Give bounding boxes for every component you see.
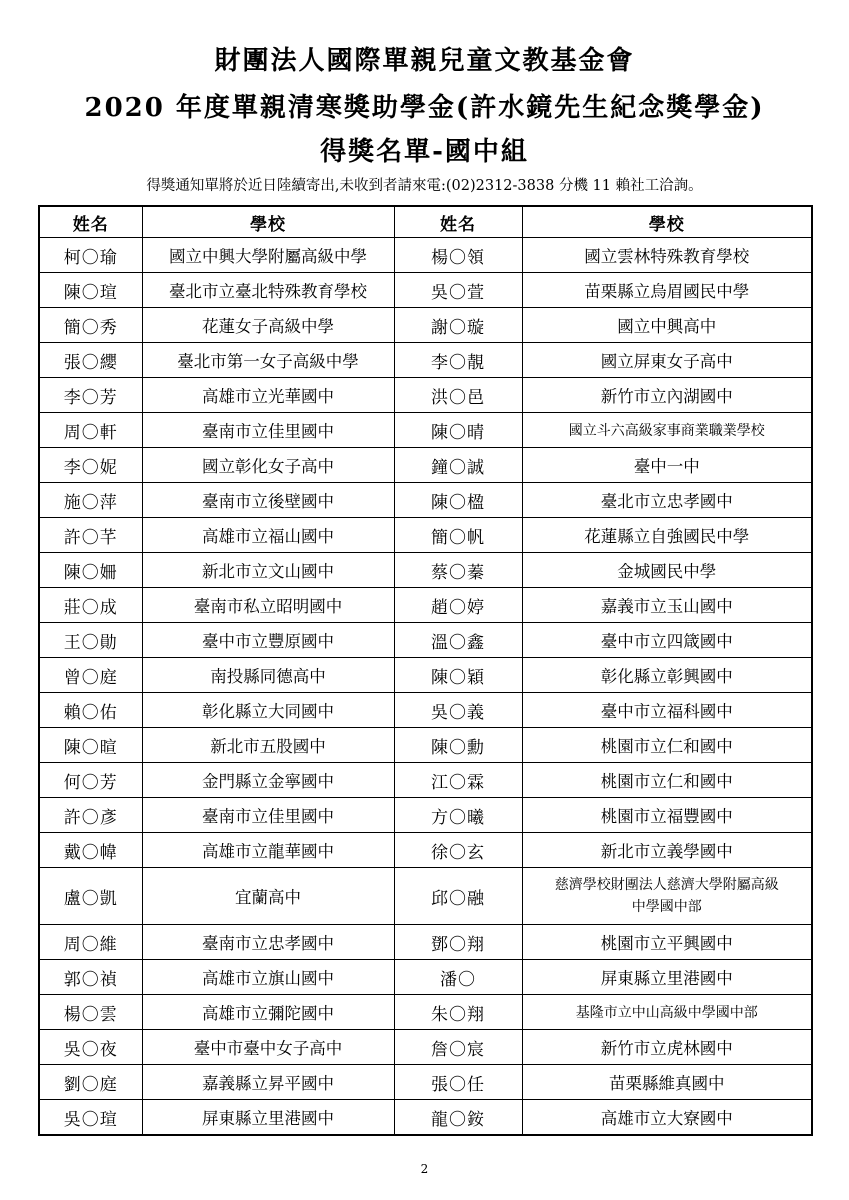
student-name: 李〇靚 (394, 343, 522, 378)
student-name: 詹〇宸 (394, 1030, 522, 1065)
school-name: 宜蘭高中 (142, 868, 394, 925)
school-name: 桃園市立平興國中 (522, 925, 812, 960)
table-row (39, 833, 812, 868)
student-name: 張〇任 (394, 1065, 522, 1100)
school-name: 花蓮女子高級中學 (142, 308, 394, 343)
school-name: 國立斗六高級家事商業職業學校 (522, 413, 812, 448)
student-name: 方〇曦 (394, 798, 522, 833)
student-name: 朱〇翔 (394, 995, 522, 1030)
school-name: 臺中市立四箴國中 (522, 623, 812, 658)
foundation-title: 財團法人國際單親兒童文教基金會 (214, 46, 635, 76)
student-name: 許〇彥 (39, 798, 142, 833)
student-name: 柯〇瑜 (39, 238, 142, 273)
school-name: 臺南市立忠孝國中 (142, 925, 394, 960)
table-row (39, 238, 812, 273)
school-name-wrapped: 慈濟學校財團法人慈濟大學附屬高級中學國中部 (554, 877, 779, 915)
school-name: 新北市五股國中 (142, 728, 394, 763)
student-name: 陳〇晴 (394, 413, 522, 448)
school-name: 高雄市立大寮國中 (522, 1100, 812, 1136)
table-row (39, 273, 812, 308)
student-name: 陳〇姍 (39, 553, 142, 588)
student-name: 徐〇玄 (394, 833, 522, 868)
school-name: 桃園市立福豐國中 (522, 798, 812, 833)
school-name: 臺北市立忠孝國中 (522, 483, 812, 518)
header-school-1: 學校 (142, 206, 394, 238)
student-name: 賴〇佑 (39, 693, 142, 728)
school-name: 國立中興高中 (522, 308, 812, 343)
table-row (39, 995, 812, 1030)
school-name: 苗栗縣立烏眉國民中學 (522, 273, 812, 308)
school-name: 高雄市立彌陀國中 (142, 995, 394, 1030)
student-name: 吳〇萱 (394, 273, 522, 308)
header-school-2: 學校 (522, 206, 812, 238)
student-name: 溫〇鑫 (394, 623, 522, 658)
school-name: 國立彰化女子高中 (142, 448, 394, 483)
table-row (39, 763, 812, 798)
student-name: 莊〇成 (39, 588, 142, 623)
table-row (39, 343, 812, 378)
school-name: 國立雲林特殊教育學校 (522, 238, 812, 273)
student-name: 施〇萍 (39, 483, 142, 518)
school-name: 臺中一中 (522, 448, 812, 483)
student-name: 張〇纓 (39, 343, 142, 378)
student-name: 盧〇凱 (39, 868, 142, 925)
school-name: 臺南市立後壁國中 (142, 483, 394, 518)
school-name: 臺中市臺中女子高中 (142, 1030, 394, 1065)
student-name: 洪〇邑 (394, 378, 522, 413)
scholarship-title: 2020 年度單親清寒獎助學金(許水鏡先生紀念獎學金) (84, 93, 765, 123)
school-name: 基隆市立中山高級中學國中部 (522, 995, 812, 1030)
school-name: 屏東縣立里港國中 (522, 960, 812, 995)
table-row (39, 623, 812, 658)
school-name: 臺南市立佳里國中 (142, 413, 394, 448)
table-row (39, 448, 812, 483)
school-name: 高雄市立光華國中 (142, 378, 394, 413)
school-name: 臺北市第一女子高級中學 (142, 343, 394, 378)
page-number: 2 (420, 1162, 429, 1176)
student-name: 何〇芳 (39, 763, 142, 798)
student-name: 楊〇領 (394, 238, 522, 273)
header-name-1: 姓名 (39, 206, 142, 238)
student-name: 劉〇庭 (39, 1065, 142, 1100)
school-name: 新竹市立虎林國中 (522, 1030, 812, 1065)
table-row (39, 1065, 812, 1100)
list-title: 得獎名單-國中組 (320, 137, 529, 167)
school-name: 嘉義縣立昇平國中 (142, 1065, 394, 1100)
student-name: 簡〇秀 (39, 308, 142, 343)
table-row (39, 378, 812, 413)
school-name: 彰化縣立大同國中 (142, 693, 394, 728)
school-name: 臺北市立臺北特殊教育學校 (142, 273, 394, 308)
student-name: 曾〇庭 (39, 658, 142, 693)
school-name: 苗栗縣維真國中 (522, 1065, 812, 1100)
winners-table (38, 205, 813, 1136)
student-name: 簡〇帆 (394, 518, 522, 553)
student-name: 吳〇夜 (39, 1030, 142, 1065)
student-name: 陳〇暄 (39, 728, 142, 763)
school-name: 高雄市立龍華國中 (142, 833, 394, 868)
table-row (39, 868, 812, 925)
school-name: 屏東縣立里港國中 (142, 1100, 394, 1136)
student-name: 戴〇幃 (39, 833, 142, 868)
table-row (39, 728, 812, 763)
school-name: 南投縣同德高中 (142, 658, 394, 693)
student-name: 許〇芊 (39, 518, 142, 553)
school-name: 臺南市立佳里國中 (142, 798, 394, 833)
school-name: 國立中興大學附屬高級中學 (142, 238, 394, 273)
table-row (39, 798, 812, 833)
student-name: 郭〇禎 (39, 960, 142, 995)
school-name: 金城國民中學 (522, 553, 812, 588)
student-name: 邱〇融 (394, 868, 522, 925)
student-name: 楊〇雲 (39, 995, 142, 1030)
school-name: 花蓮縣立自強國民中學 (522, 518, 812, 553)
table-row (39, 518, 812, 553)
student-name: 陳〇穎 (394, 658, 522, 693)
student-name: 江〇霖 (394, 763, 522, 798)
student-name: 吳〇瑄 (39, 1100, 142, 1136)
table-row (39, 658, 812, 693)
table-row (39, 483, 812, 518)
table-row (39, 693, 812, 728)
table-row (39, 1100, 812, 1136)
table-row (39, 553, 812, 588)
school-name: 金門縣立金寧國中 (142, 763, 394, 798)
student-name: 李〇妮 (39, 448, 142, 483)
table-header-row (39, 206, 812, 238)
student-name: 潘〇 (394, 960, 522, 995)
student-name: 周〇維 (39, 925, 142, 960)
school-name: 臺中市立豐原國中 (142, 623, 394, 658)
student-name: 陳〇楹 (394, 483, 522, 518)
student-name: 陳〇瑄 (39, 273, 142, 308)
school-name: 國立屏東女子高中 (522, 343, 812, 378)
school-name: 高雄市立旗山國中 (142, 960, 394, 995)
student-name: 吳〇義 (394, 693, 522, 728)
table-row (39, 1030, 812, 1065)
school-name: 桃園市立仁和國中 (522, 728, 812, 763)
school-name: 彰化縣立彰興國中 (522, 658, 812, 693)
student-name: 周〇軒 (39, 413, 142, 448)
student-name: 王〇勛 (39, 623, 142, 658)
school-name: 高雄市立福山國中 (142, 518, 394, 553)
table-row (39, 925, 812, 960)
header-name-2: 姓名 (394, 206, 522, 238)
school-name: 桃園市立仁和國中 (522, 763, 812, 798)
school-name: 臺中市立福科國中 (522, 693, 812, 728)
student-name: 趙〇婷 (394, 588, 522, 623)
school-name: 新北市立文山國中 (142, 553, 394, 588)
school-name: 臺南市私立昭明國中 (142, 588, 394, 623)
student-name: 鐘〇誠 (394, 448, 522, 483)
school-name: 新竹市立內湖國中 (522, 378, 812, 413)
table-body (39, 238, 812, 1136)
student-name: 蔡〇蓁 (394, 553, 522, 588)
table-row (39, 960, 812, 995)
student-name: 龍〇銨 (394, 1100, 522, 1136)
student-name: 陳〇勳 (394, 728, 522, 763)
school-name: 嘉義市立玉山國中 (522, 588, 812, 623)
student-name: 鄧〇翔 (394, 925, 522, 960)
table-row (39, 588, 812, 623)
notice-text: 得獎通知單將於近日陸續寄出,未收到者請來電:(02)2312-3838 分機 11 賴社工洽詢。 (146, 178, 703, 194)
school-name (522, 868, 812, 925)
school-name: 新北市立義學國中 (522, 833, 812, 868)
student-name: 謝〇璇 (394, 308, 522, 343)
student-name: 李〇芳 (39, 378, 142, 413)
table-row (39, 413, 812, 448)
table-row (39, 308, 812, 343)
